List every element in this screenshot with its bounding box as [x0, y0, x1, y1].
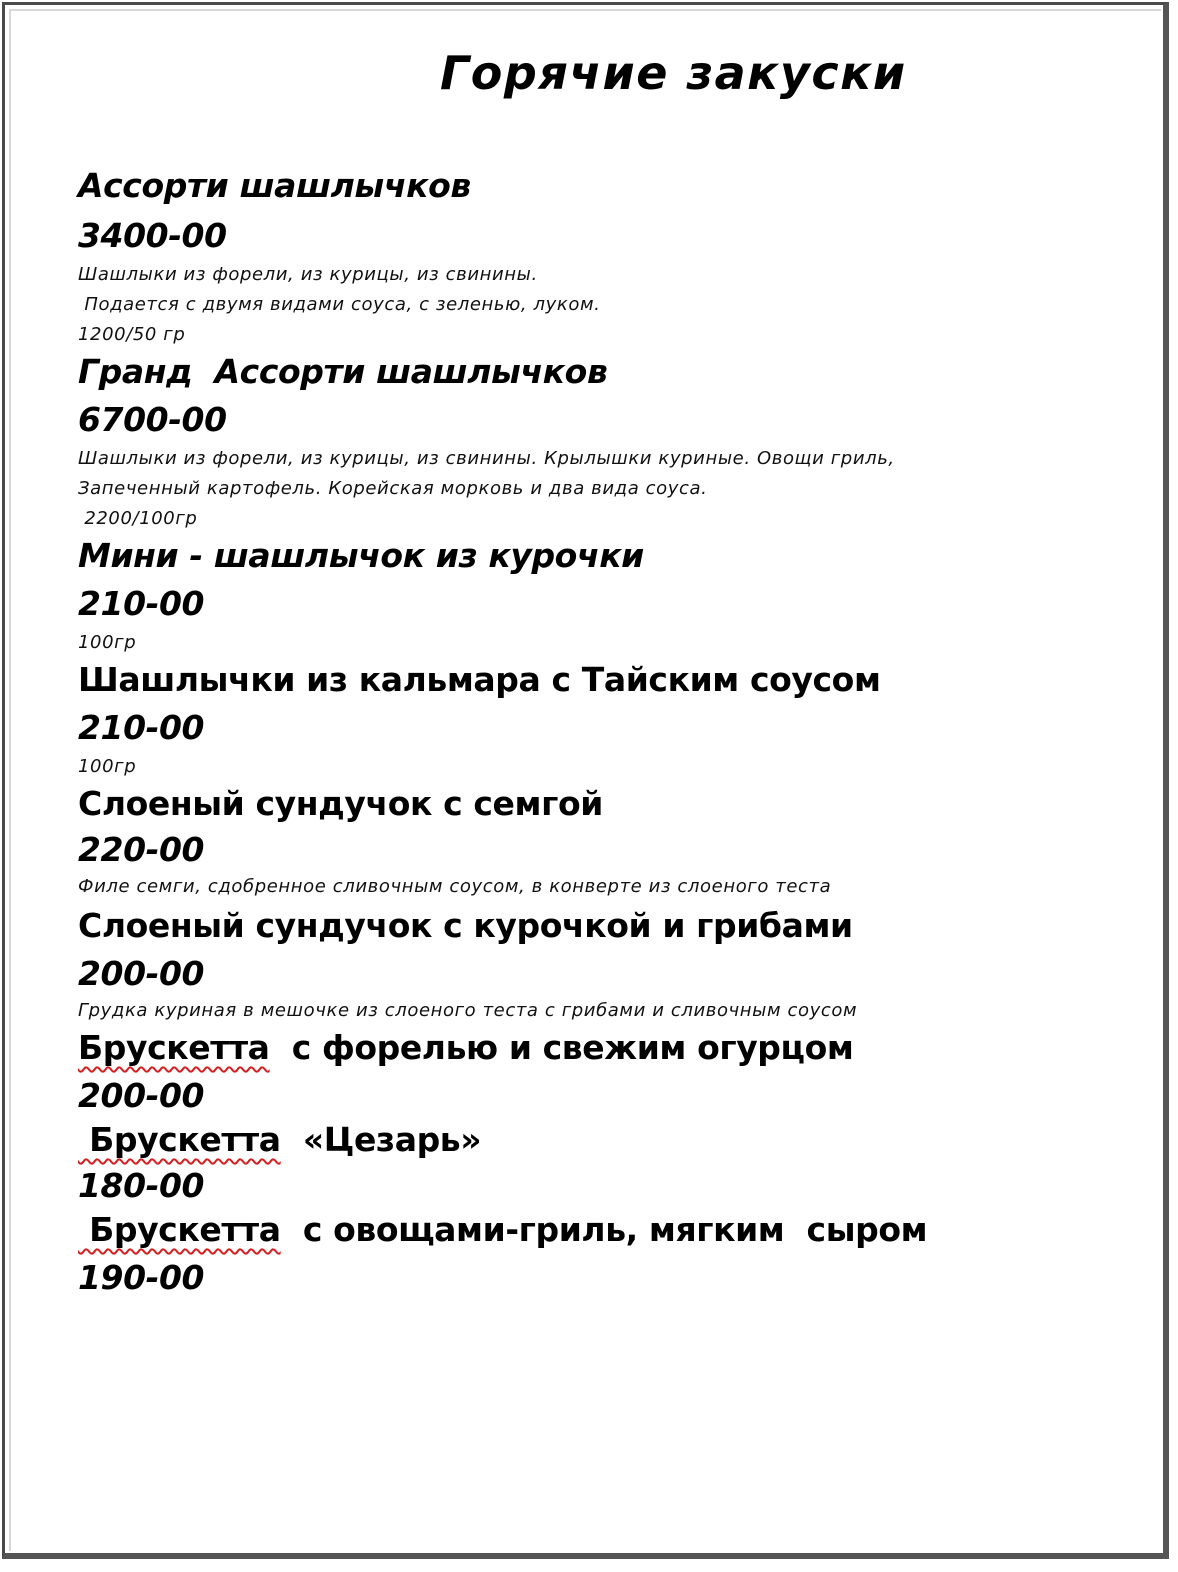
item-weight: 1200/50 гр [78, 324, 186, 345]
item-price: 210-00 [78, 584, 205, 623]
item-weight: 2200/100гр [78, 508, 198, 529]
spellcheck-word: Брускетта [78, 1028, 270, 1067]
item-name-rest: «Цезарь» [280, 1120, 482, 1159]
item-price: 210-00 [78, 708, 205, 747]
spellcheck-word: Брускетта [78, 1120, 281, 1159]
item-desc: Грудка куриная в мешочке из слоеного теста с грибами и сливочным соусом [78, 1000, 858, 1021]
item-desc: Шашлыки из форели, из курицы, из свинины. [78, 264, 538, 285]
item-name [78, 1120, 481, 1159]
page-title: Горячие закуски [440, 46, 907, 100]
item-name-rest: с овощами-гриль, мягким сыром [280, 1210, 928, 1249]
item-price: 190-00 [78, 1258, 205, 1297]
item-price: 200-00 [78, 954, 205, 993]
item-name: Ассорти шашлычков [78, 166, 471, 205]
item-name: Слоеный сундучок с семгой [78, 784, 603, 823]
item-price: 220-00 [78, 830, 205, 869]
item-name: Гранд Ассорти шашлычков [78, 352, 608, 391]
item-desc: Шашлыки из форели, из курицы, из свинины. Крылышки куриные. Овощи гриль, [78, 448, 895, 469]
item-name: Слоеный сундучок с курочкой и грибами [78, 906, 853, 945]
item-price: 200-00 [78, 1076, 205, 1115]
item-name [78, 1028, 853, 1067]
item-name: Мини - шашлычок из курочки [78, 536, 644, 575]
item-price: 6700-00 [78, 400, 227, 439]
item-price: 180-00 [78, 1166, 205, 1205]
spellcheck-word: Брускетта [78, 1210, 281, 1249]
item-price: 3400-00 [78, 216, 227, 255]
item-weight: 100гр [78, 756, 137, 777]
item-desc: Запеченный картофель. Корейская морковь и два вида соуса. [78, 478, 708, 499]
item-desc: Подается с двумя видами соуса, с зеленью, луком. [78, 294, 601, 315]
item-weight: 100гр [78, 632, 137, 653]
item-desc: Филе семги, сдобренное сливочным соусом, в конверте из слоеного теста [78, 876, 832, 897]
item-name [78, 1210, 927, 1249]
item-name: Шашлычки из кальмара с Тайским соусом [78, 660, 881, 699]
item-name-rest: с форелью и свежим огурцом [269, 1028, 854, 1067]
